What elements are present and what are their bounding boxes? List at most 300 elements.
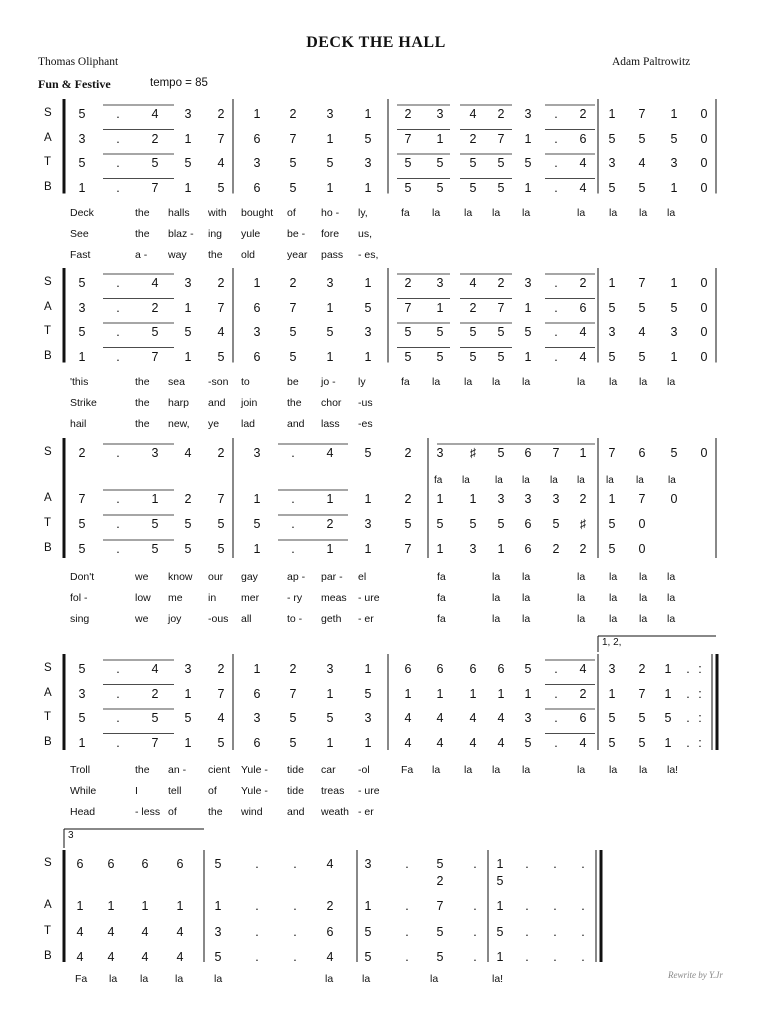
part-label: T	[44, 325, 52, 337]
note: 5	[184, 517, 192, 531]
note: 2	[404, 492, 412, 506]
note: 3	[326, 276, 334, 290]
note: 5	[217, 180, 225, 195]
lyric-syllable: all	[241, 613, 252, 625]
lyric-syllable: la	[492, 206, 501, 219]
note: 5	[184, 156, 192, 170]
note: 4	[469, 107, 477, 121]
note: 4	[404, 711, 412, 725]
lyric-syllable: While	[70, 785, 97, 797]
note: 6	[253, 735, 261, 750]
lyric-syllable: pass	[321, 248, 344, 261]
lyric-syllable: the	[135, 396, 150, 409]
note: 6	[253, 349, 261, 364]
note: 1	[364, 542, 372, 556]
note: 1	[670, 349, 678, 364]
note: 3	[253, 325, 261, 339]
lyric-syllable: - er	[358, 613, 374, 625]
note: 3	[326, 662, 334, 676]
note: 5	[78, 107, 86, 121]
lyric-syllable: 'this	[70, 375, 89, 388]
note: 3	[151, 446, 159, 460]
note: .	[255, 899, 259, 913]
note: 1	[326, 349, 334, 364]
note: 2	[404, 107, 412, 121]
note: 5	[151, 517, 159, 531]
note: 4	[141, 925, 149, 939]
note: 6	[176, 857, 184, 871]
note: .	[291, 446, 295, 460]
note: 1	[496, 857, 504, 871]
note: 3	[670, 156, 678, 170]
note: 1	[436, 542, 444, 556]
note: 5	[78, 276, 86, 290]
note: 6	[524, 517, 532, 531]
note: 2	[579, 542, 587, 556]
lyric-syllable: chor	[321, 396, 342, 409]
note: 5	[404, 325, 412, 339]
note: 2	[579, 686, 587, 701]
note: :	[698, 662, 702, 676]
lyric-syllable: in	[208, 592, 217, 604]
note: 3	[524, 492, 532, 506]
note: 5	[608, 542, 616, 556]
note: 1	[436, 686, 444, 701]
note: 3	[469, 542, 477, 556]
note: 3	[608, 662, 616, 676]
note: .	[116, 300, 120, 315]
note: 5	[78, 542, 86, 556]
note: 3	[436, 107, 444, 121]
note: .	[554, 325, 558, 339]
note: 5	[524, 156, 532, 170]
note: 1	[670, 180, 678, 195]
note: 7	[404, 300, 412, 315]
note: 1	[184, 131, 192, 146]
note: .	[116, 711, 120, 725]
note: 4	[107, 950, 115, 964]
note: 0	[700, 156, 708, 170]
lyric-syllable: us,	[358, 227, 373, 240]
lyric-syllable: la	[492, 375, 501, 388]
note: 1	[524, 349, 532, 364]
note: 1	[184, 735, 192, 750]
lyric-syllable: la	[432, 206, 441, 219]
part-label: A	[44, 131, 52, 144]
note: 7	[151, 349, 159, 364]
note: 5	[436, 925, 444, 939]
note: 5	[214, 857, 222, 871]
lyric-syllable: hail	[70, 417, 87, 430]
note: 2	[326, 517, 334, 531]
part-label: B	[44, 349, 52, 362]
lyric-syllable: low	[135, 592, 151, 604]
lyric-syllable: and	[208, 396, 226, 409]
note: 5	[364, 446, 372, 460]
note: 5	[404, 180, 412, 195]
note: 2	[217, 662, 225, 676]
note: .	[293, 925, 297, 939]
note: 5	[497, 180, 505, 195]
note: 3	[253, 446, 261, 460]
note: 2	[217, 276, 225, 290]
lyric-syllable: Don't	[70, 571, 95, 583]
note: 4	[217, 156, 225, 170]
note: 0	[700, 446, 708, 460]
note: 5	[217, 517, 225, 531]
lyric-syllable: - ure	[358, 592, 380, 604]
note: .	[116, 662, 120, 676]
lyric-syllable: la	[464, 764, 473, 776]
note: 5	[214, 950, 222, 964]
lyric-syllable: meas	[321, 592, 347, 604]
note: 4	[326, 950, 334, 964]
note: 2	[404, 276, 412, 290]
note: 5	[289, 711, 297, 725]
lyric-syllable: fa	[437, 613, 446, 625]
note: 1	[524, 131, 532, 146]
note: 4	[436, 711, 444, 725]
note: 6	[141, 857, 149, 871]
note: 2	[404, 446, 412, 460]
note: 2	[326, 899, 334, 913]
part-label: T	[44, 156, 52, 168]
note: .	[554, 131, 558, 146]
lyric-syllable: be -	[287, 227, 306, 240]
lyric-syllable: jo -	[321, 375, 336, 388]
note: 2	[217, 107, 225, 121]
lyric-syllable: la	[667, 375, 676, 388]
lyric-syllable: be	[287, 375, 299, 388]
part-label: B	[44, 735, 52, 748]
note: :	[698, 686, 702, 701]
fa-la-syllable: la	[550, 475, 558, 486]
lyric-syllable: the	[135, 206, 150, 219]
note: 1	[184, 180, 192, 195]
lyric-syllable: blaz -	[168, 227, 194, 240]
lyric-syllable: lad	[241, 417, 256, 430]
note: 5	[289, 349, 297, 364]
note: 1	[608, 276, 616, 290]
note: .	[116, 686, 120, 701]
lyric-syllable: la	[609, 592, 618, 604]
note: 5	[404, 349, 412, 364]
lyric-syllable: la	[639, 613, 648, 625]
lyric-syllable: la	[522, 571, 531, 583]
lyric-syllable: join	[241, 396, 258, 409]
fa-la-syllable: la	[606, 475, 614, 486]
note: 7	[638, 276, 646, 290]
note: 1	[364, 492, 372, 506]
note: 5	[326, 325, 334, 339]
lyric-syllable: - er	[358, 806, 374, 818]
note: 4	[579, 156, 587, 170]
note: 3	[253, 156, 261, 170]
note: 1	[326, 542, 334, 556]
note: 5	[364, 131, 372, 146]
note: .	[291, 492, 295, 506]
style-marking: Fun & Festive	[38, 77, 111, 91]
note: .	[553, 899, 557, 913]
ending-label: 1, 2,	[602, 637, 622, 648]
lyric-syllable: la	[522, 592, 531, 604]
note: 2	[78, 446, 86, 460]
note: 1	[141, 899, 149, 913]
lyric-syllable: ye	[208, 417, 220, 430]
note: 1	[78, 180, 86, 195]
fa-la-syllable: la	[636, 475, 644, 486]
note: 5	[670, 300, 678, 315]
note: 5	[552, 517, 560, 531]
note: 4	[141, 950, 149, 964]
tempo-marking: tempo = 85	[150, 77, 208, 89]
lyric-syllable: and	[287, 806, 305, 818]
note: 4	[579, 735, 587, 750]
lyric-syllable: la	[667, 571, 676, 583]
note: 5	[608, 735, 616, 750]
note: 1	[326, 180, 334, 195]
part-label: A	[44, 492, 52, 504]
note: .	[116, 542, 120, 556]
note: 5	[608, 300, 616, 315]
note: 7	[151, 180, 159, 195]
note: 4	[469, 735, 477, 750]
note: 7	[217, 492, 225, 506]
lyric-syllable: Fast	[70, 248, 91, 261]
note: 5	[638, 131, 646, 146]
lyric-syllable: la	[609, 764, 618, 776]
note: 5	[151, 711, 159, 725]
note: 5	[151, 542, 159, 556]
note: 4	[638, 156, 646, 170]
lyric-syllable: ing	[208, 227, 223, 240]
note: 5	[497, 156, 505, 170]
note: 1	[524, 686, 532, 701]
lyric-syllable: way	[168, 248, 187, 261]
note: 1	[214, 899, 222, 913]
note: 5	[670, 131, 678, 146]
note: 5	[184, 325, 192, 339]
lyric-syllable: we	[135, 613, 149, 625]
note: 4	[151, 662, 159, 676]
note: 5	[436, 180, 444, 195]
note: 0	[700, 131, 708, 146]
note: 4	[579, 180, 587, 195]
note: .	[293, 857, 297, 871]
lyric-syllable: new,	[168, 417, 190, 430]
lyric-syllable: the	[135, 764, 150, 776]
note: 5	[524, 735, 532, 750]
note: 2	[579, 492, 587, 506]
part-label: B	[44, 180, 52, 193]
lyricist-name: Thomas Oliphant	[38, 56, 119, 68]
note: 3	[253, 711, 261, 725]
note: 2	[579, 107, 587, 121]
note: 3	[436, 276, 444, 290]
lyric-syllable: fore	[321, 227, 340, 240]
lyric-syllable: la	[175, 973, 184, 985]
lyric-syllable: la	[432, 375, 441, 388]
note: 6	[107, 857, 115, 871]
lyric-syllable: -ol	[358, 764, 370, 776]
note: 4	[76, 925, 84, 939]
note: 3	[670, 325, 678, 339]
lyric-syllable: weath	[321, 806, 350, 818]
note: .	[554, 735, 558, 750]
note: 3	[608, 325, 616, 339]
note: 5	[497, 446, 505, 460]
note: 1	[497, 542, 505, 556]
lyric-syllable: treas	[321, 785, 345, 797]
note: 5	[436, 325, 444, 339]
note: 1	[253, 492, 261, 506]
lyric-syllable: la	[492, 764, 501, 776]
note: .	[116, 446, 120, 460]
lyric-syllable: la	[577, 375, 586, 388]
note: 7	[289, 131, 297, 146]
note: 2	[289, 662, 297, 676]
lyric-syllable: Yule -	[241, 785, 268, 797]
lyric-syllable: joy	[168, 613, 182, 625]
note: 5	[638, 735, 646, 750]
note: 1	[664, 686, 672, 701]
lyric-syllable: the	[208, 806, 223, 818]
note: 1	[364, 662, 372, 676]
note: 5	[151, 156, 159, 170]
note: 2	[552, 542, 560, 556]
note: 1	[176, 899, 184, 913]
note: .	[473, 925, 477, 939]
note: 4	[497, 735, 505, 750]
note: .	[405, 857, 409, 871]
note: .	[581, 899, 585, 913]
note: 5	[638, 300, 646, 315]
note: 1	[78, 349, 86, 364]
note: .	[581, 857, 585, 871]
note: 2	[151, 686, 159, 701]
lyric-syllable: la	[362, 973, 371, 985]
part-label: T	[44, 711, 52, 723]
lyric-syllable: la	[577, 206, 586, 219]
note: 6	[253, 300, 261, 315]
lyric-syllable: cient	[208, 764, 231, 776]
lyric-syllable: -es	[358, 417, 373, 430]
note: 2	[469, 131, 477, 146]
note: 0	[700, 276, 708, 290]
note: 1	[436, 300, 444, 315]
note: 6	[326, 925, 334, 939]
note: 1	[436, 492, 444, 506]
note: 1	[151, 492, 159, 506]
lyric-syllable: la	[667, 613, 676, 625]
note: 7	[217, 686, 225, 701]
note: 5	[289, 156, 297, 170]
note: 5	[608, 349, 616, 364]
note: 3	[608, 156, 616, 170]
lyric-syllable: fa	[401, 206, 410, 219]
lyric-syllable: la	[522, 613, 531, 625]
note: 1	[664, 735, 672, 750]
part-label: T	[44, 517, 52, 529]
lyric-syllable: el	[358, 571, 367, 583]
note: 5	[497, 325, 505, 339]
lyric-syllable: la	[492, 613, 501, 625]
note: .	[405, 925, 409, 939]
note: 5	[664, 711, 672, 725]
note: 3	[364, 857, 372, 871]
lyric-syllable: Yule -	[241, 764, 268, 776]
note: 5	[289, 180, 297, 195]
note: 1	[253, 662, 261, 676]
fa-la-syllable: la	[577, 475, 585, 486]
lyric-syllable: ap -	[287, 571, 306, 583]
sharp-sign: ♯	[469, 446, 477, 460]
lyric-syllable: la	[522, 206, 531, 219]
note: .	[581, 925, 585, 939]
note: 1	[253, 542, 261, 556]
note: 3	[436, 446, 444, 460]
lyric-syllable: Strike	[70, 396, 97, 409]
note: 6	[469, 662, 477, 676]
note: 1	[404, 686, 412, 701]
note: .	[293, 899, 297, 913]
lyric-syllable: fa	[401, 375, 410, 388]
lyric-syllable: to	[241, 375, 250, 388]
note: .	[554, 276, 558, 290]
note: 5	[608, 711, 616, 725]
note: 5	[469, 517, 477, 531]
lyric-syllable: la	[609, 571, 618, 583]
note: 5	[524, 662, 532, 676]
note: 3	[524, 711, 532, 725]
note: 4	[469, 276, 477, 290]
note: .	[291, 542, 295, 556]
note: .	[554, 711, 558, 725]
note: 3	[326, 107, 334, 121]
note: 4	[217, 325, 225, 339]
note: .	[686, 662, 690, 676]
part-label: S	[44, 276, 52, 288]
note: 5	[289, 325, 297, 339]
note: .	[554, 156, 558, 170]
part-label: S	[44, 857, 52, 869]
lyric-syllable: la	[492, 592, 501, 604]
lyric-syllable: Fa	[75, 973, 88, 985]
lyric-syllable: fa	[437, 571, 446, 583]
lyric-syllable: ly,	[358, 206, 368, 219]
note: 5	[436, 517, 444, 531]
note: 5	[497, 517, 505, 531]
note: 1	[608, 686, 616, 701]
lyric-syllable: la	[609, 206, 618, 219]
lyric-syllable: know	[168, 571, 193, 583]
note: 2	[638, 662, 646, 676]
note: 4	[184, 446, 192, 460]
note: 7	[552, 446, 560, 460]
note: 4	[76, 950, 84, 964]
note: 1	[579, 446, 587, 460]
lyric-syllable: a -	[135, 248, 148, 261]
note: 1	[469, 492, 477, 506]
note: 6	[579, 711, 587, 725]
lyric-syllable: tide	[287, 764, 304, 776]
part-label: T	[44, 925, 52, 937]
note: 5	[608, 180, 616, 195]
lyric-syllable: fa	[437, 592, 446, 604]
note: .	[554, 662, 558, 676]
sharp-sign: ♯	[579, 517, 587, 531]
note: .	[473, 950, 477, 964]
